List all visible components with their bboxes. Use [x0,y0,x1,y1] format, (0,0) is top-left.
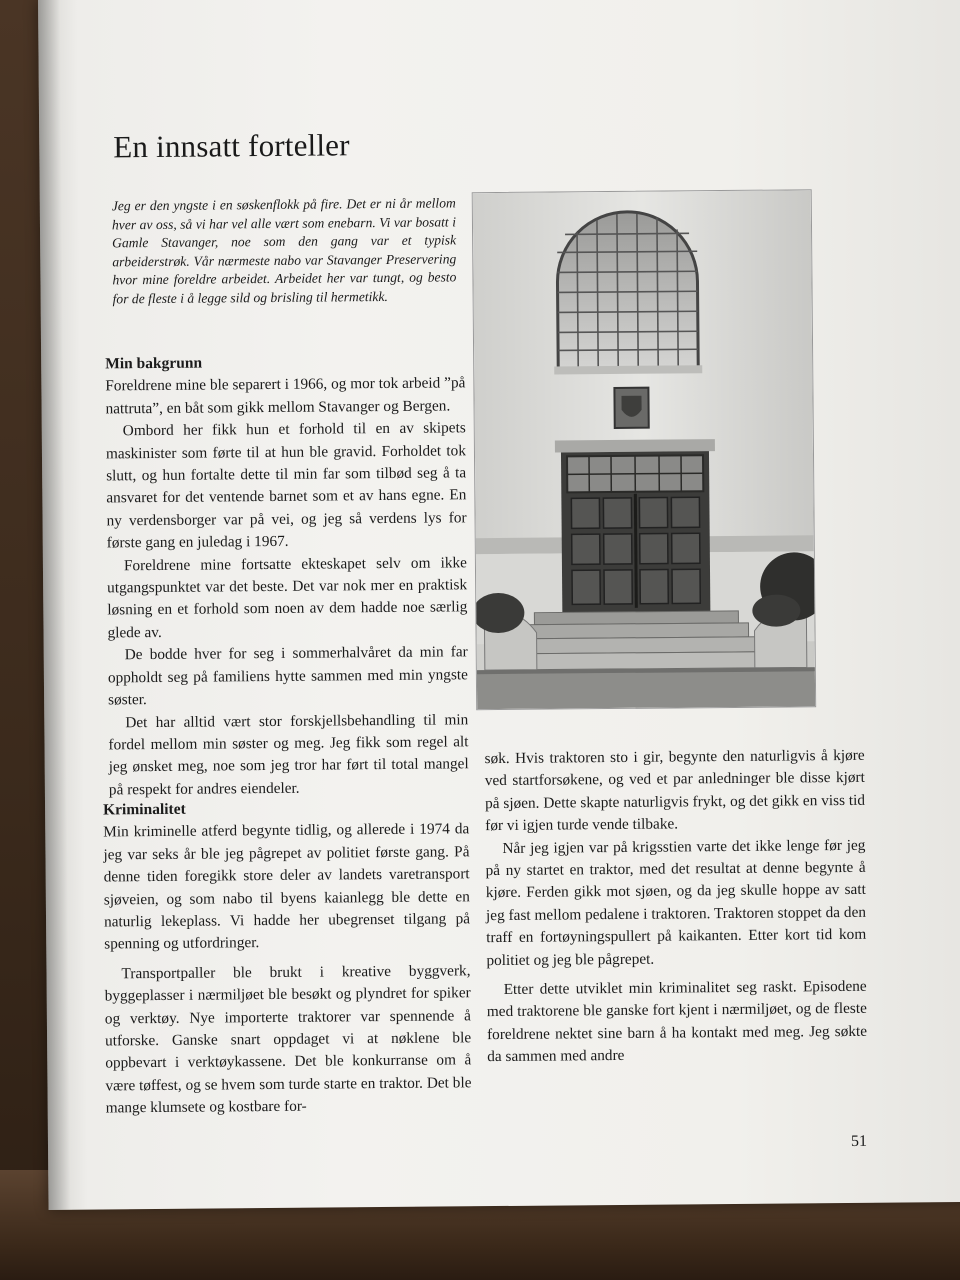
paragraph: Når jeg igjen var på krigsstien varte det ikke lenge før jeg på ny startet en traktor, med det resultat at denne begynte å kjøre. Ferden gikk mot sjøen, og da jeg skulle hoppe av satt jeg fast mellom pedalene i traktoren. Traktoren stoppet da den traff en fortøyningspullert på kaikanten. Etter kort tid kom politiet og jeg ble pågrepet. [485,836,867,969]
paragraph: Min kriminelle atferd begynte tidlig, og allerede i 1974 da jeg var seks år ble jeg pågrepet av politiet første gang. På denne tiden foregikk store deler av landets varetransport sjøveien, og som nabo til byens kaianlegg ble dette en naturlig lekeplass. Vi hadde her ubegrenset tilgang på spenning og utfordringer. [103,820,471,953]
paragraph: Etter dette utviklet min kriminalitet seg raskt. Episodene med traktorene ble ganske fort kjent i nærmiljøet, og de fleste foreldrene nektet sine barn å ha kontakt med meg. Jeg søkte da sammen med andre [486,977,868,1066]
book-page [38,0,960,1210]
paragraph: Foreldrene mine fortsatte ekteskapet selv om ikke utgangspunktet var det beste. Det var nok mer en praktisk løsning en et forhold som noen av dem hadde noe særlig glede av. [107,553,468,642]
page-title: En innsatt forteller [113,127,350,165]
section-heading-crime: Kriminalitet [102,800,186,819]
section-heading-background: Min bakgrunn [105,354,203,373]
right-column-text [485,745,868,1069]
paragraph: De bodde hver for seg i sommerhalvåret da min far oppholdt seg på familiens hytte sammen med min yngste søster. [107,643,468,709]
gutter-shadow [38,0,71,1210]
building-entrance-photo [472,189,817,710]
paragraph: Det har alltid vært stor forskjellsbehandling til min fordel mellom min søster og meg. Jeg fikk som regel alt jeg ønsket meg, noe som jeg tror har ført til total mangel på respekt for andres eiendeler. [108,710,469,799]
paragraph: Foreldrene mine ble separert i 1966, og mor tok arbeid ”på nattruta”, en båt som gikk mellom Stavanger og Bergen. [105,374,466,418]
paragraph: Transportpaller ble brukt i kreative byggverk, byggeplasser i nærmiljøet ble besøkt og plyndret for spiker og verktøy. Nye importerte traktorer var spennende å utforske. Ganske snart oppdaget vi at nøklene ble oppbevart i verktøykassene. Det ble konkurranse om å være tøffest, og se hvem som turde starte en traktor. Det ble mange klumsete og kostbare for- [104,962,472,1117]
section-crime [103,796,472,1120]
intro-text [112,194,457,309]
paragraph: søk. Hvis traktoren sto i gir, begynte den naturligvis å kjøre ved startforsøkene, og ved et par anledninger ble disse kjørt på sjøen. Dette skapte naturligvis frykt, og det gikk en viss tid før vi igjen turde vende tilbake. [484,746,866,835]
paragraph: Ombord her fikk hun et forhold til en av skipets maskinister som førte til at hun ble gravid. Forholdet tok slutt, og hun fortalte dette til min far som tilbød seg å ta ansvaret for det ventende barnet som et av hans egne. En ny verdensborger var på vei, og jeg så verdens lys for første gang en juledag i 1967. [105,419,467,552]
page-number: 51 [850,1132,868,1150]
intro-paragraph: Jeg er den yngste i en søskenflokk på fire. Det er ni år mellom hver av oss, så vi har vel alle vært som enebarn. Vi var bosatt i Gamle Stavanger, noe som den gang var et typisk arbeiderstrøk. Vår nærmeste nabo var Stavanger Preservering hvor mine foreldre arbeidet. Arbeidet her var tungt, og besto for de fleste i å legge sild og brisling til hermetikk. [111,195,457,307]
photo-graphic [473,190,815,709]
section-background [105,350,469,801]
